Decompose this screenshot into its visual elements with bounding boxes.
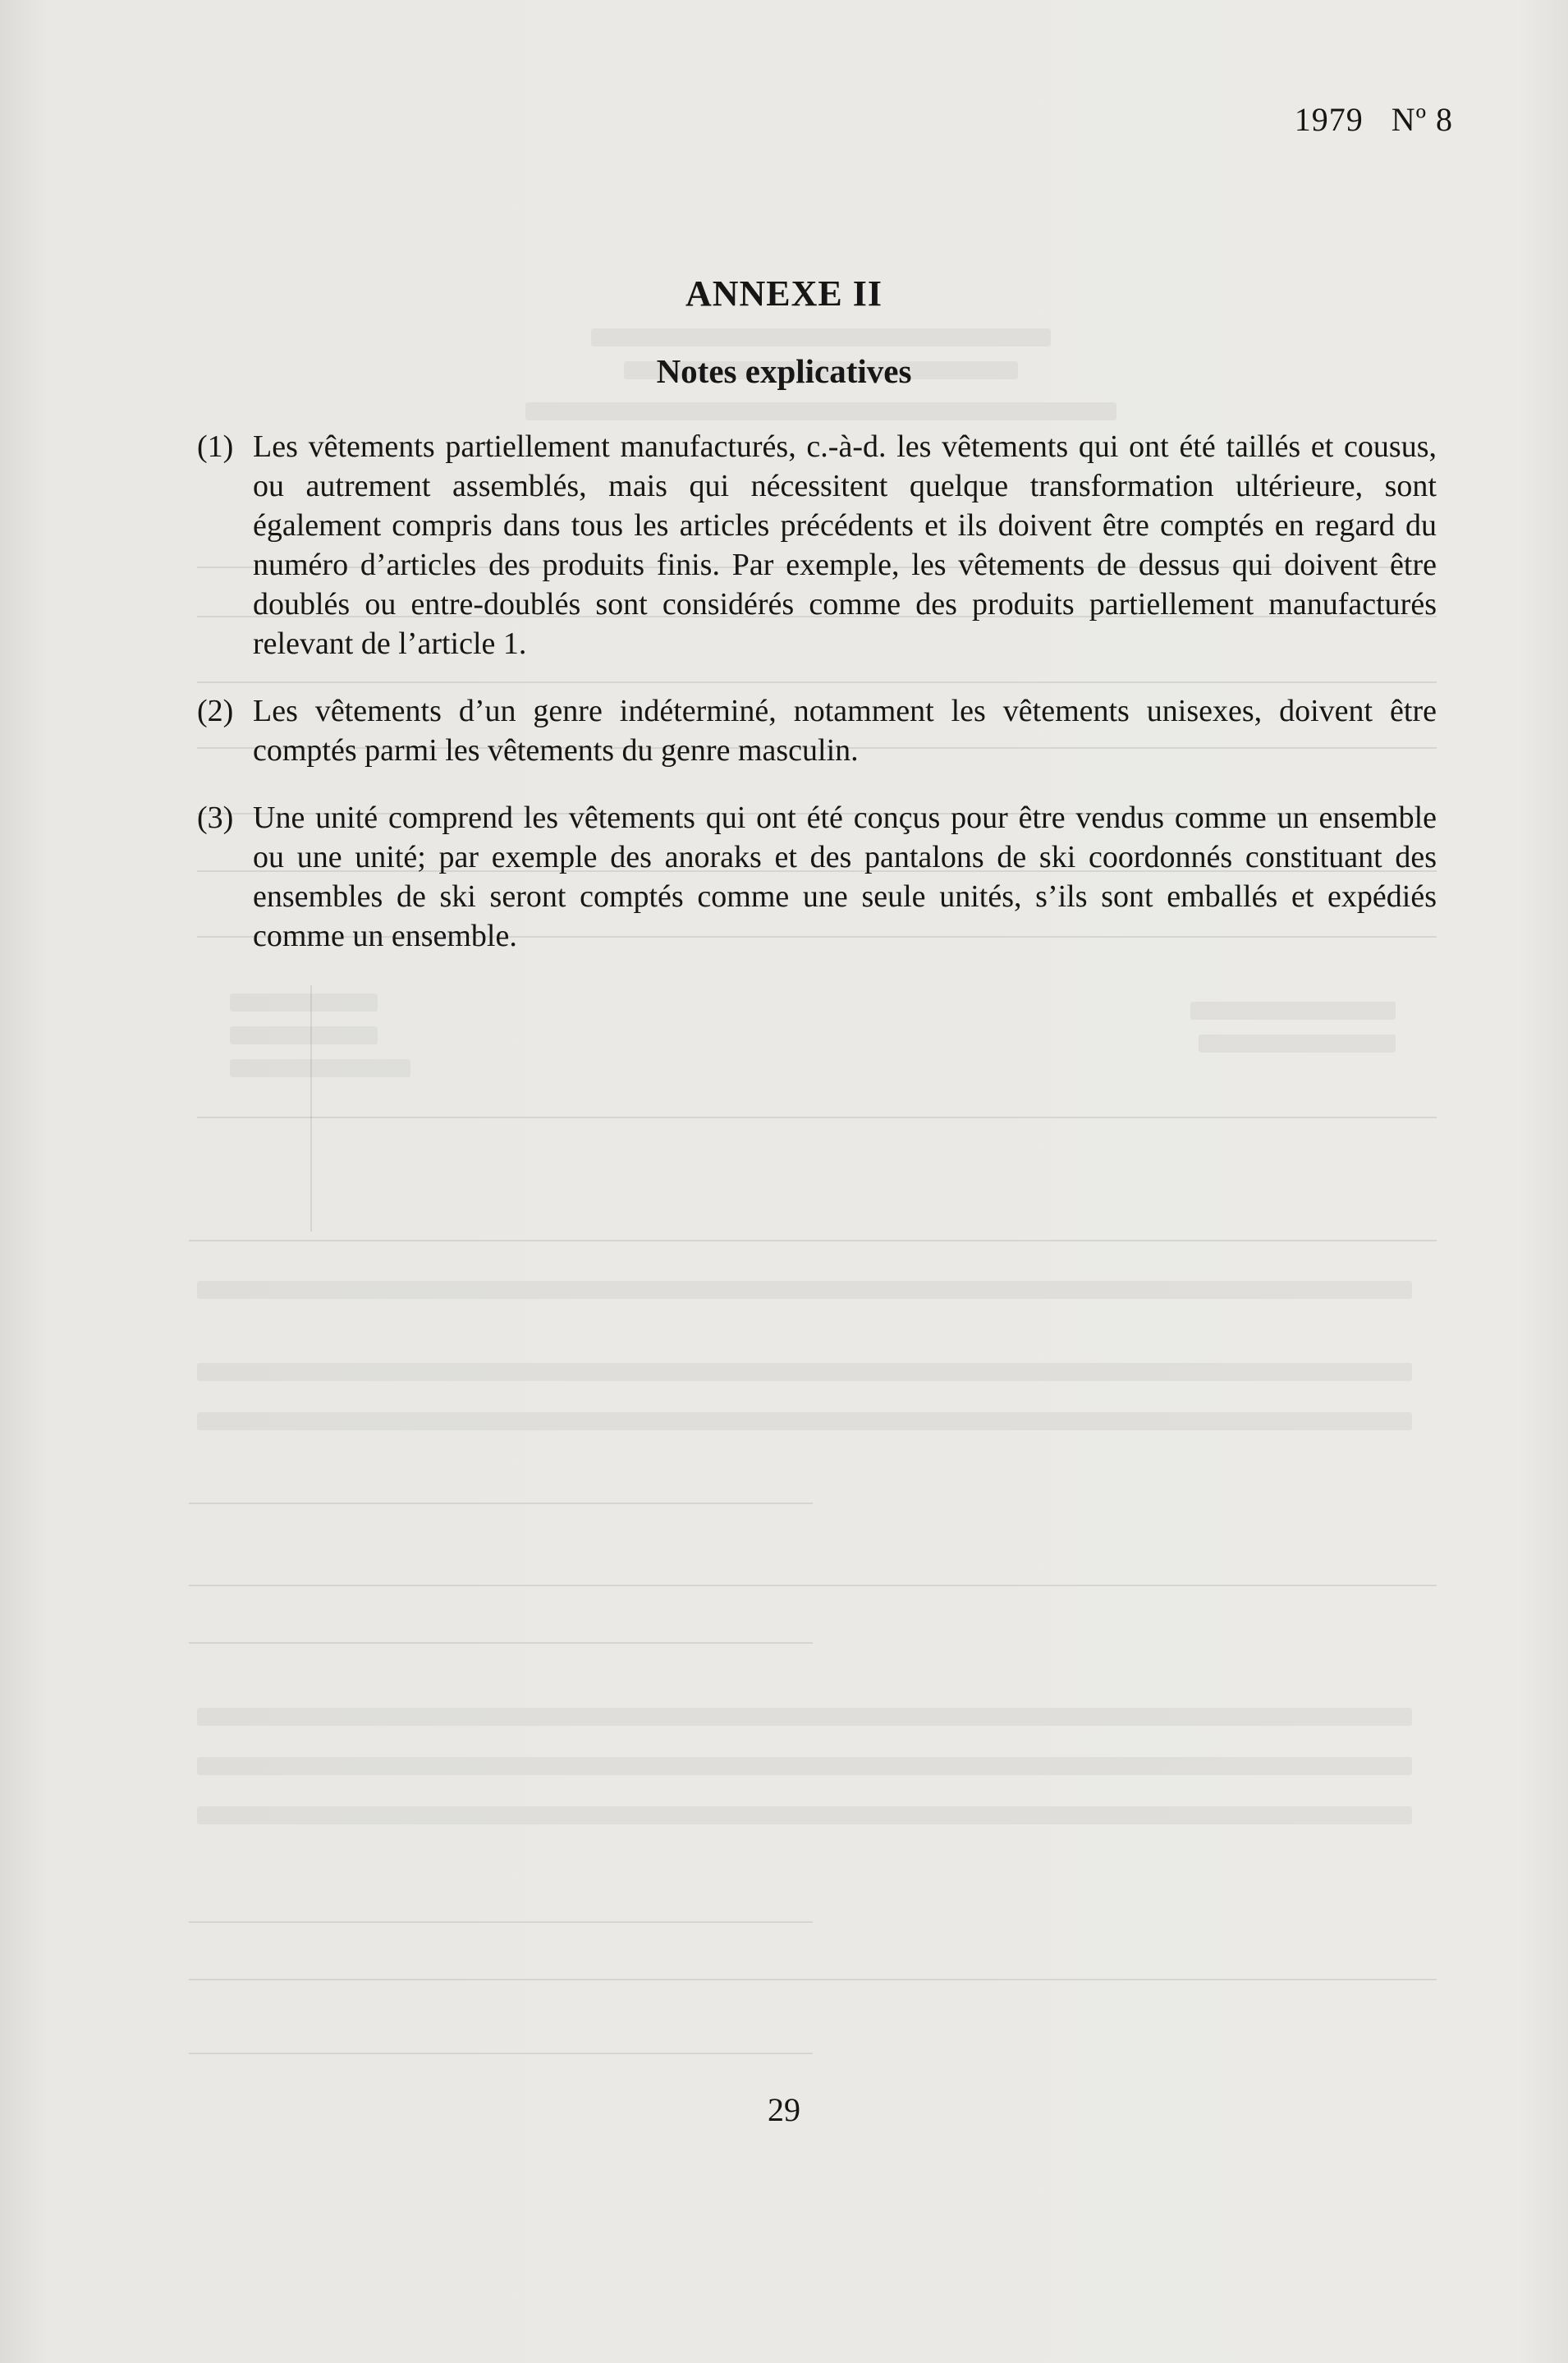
note-number: (2)	[197, 694, 234, 728]
note-item-1	[197, 427, 1437, 663]
note-item-2	[197, 691, 1437, 770]
document-year: 1979	[1294, 101, 1364, 138]
annex-title: ANNEXE II	[685, 273, 883, 314]
note-number: (1)	[197, 429, 234, 464]
notes-title: Notes explicatives	[656, 352, 912, 390]
document-number: Nº 8	[1391, 101, 1453, 138]
note-text: Les vêtements partiellement manufacturés, c.-à-d. les vêtements qui ont été taillés et cousus, ou autrement assemblés, mais qui nécessitent quelque transformation ultérieure, sont également compris dans tous les articles précédents et ils doivent être comptés en regard du numéro d’articles des produits finis. Par exemple, les vêtements de dessus qui doivent être doublés ou entre-doublés sont considérés comme des produits partiellement manufacturés relevant de l’article 1.	[253, 429, 1437, 661]
notes-list	[197, 427, 1437, 984]
note-text: Les vêtements d’un genre indéterminé, notamment les vêtements unisexes, doivent être comptés parmi les vêtements du genre masculin.	[253, 694, 1437, 768]
note-text: Une unité comprend les vêtements qui ont été conçus pour être vendus comme un ensemble ou une unité; par exemple des anoraks et des pantalons de ski coordonnés constituant des ensembles de ski seront comptés comme une seule unités, s’ils sont emballés et expédiés comme un ensemble.	[253, 801, 1437, 953]
page-number: 29	[768, 2091, 800, 2128]
note-item-3	[197, 798, 1437, 956]
document-reference	[1295, 100, 1453, 139]
note-number: (3)	[197, 801, 234, 835]
